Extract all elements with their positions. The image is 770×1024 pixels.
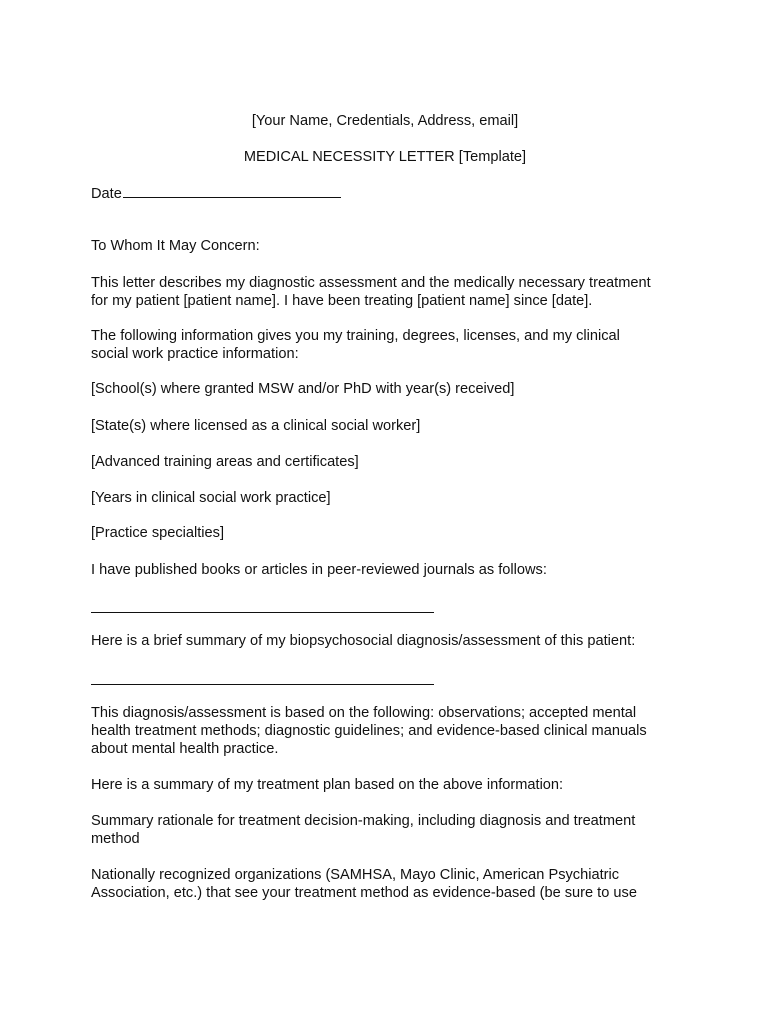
date-field xyxy=(91,184,341,203)
rationale-line-2: method xyxy=(91,831,140,847)
specialties-placeholder: [Practice specialties] xyxy=(91,525,225,541)
date-blank-line xyxy=(123,184,341,198)
salutation: To Whom It May Concern: xyxy=(91,238,260,254)
training-line-2: social work practice information: xyxy=(91,346,299,362)
school-placeholder: [School(s) where granted MSW and/or PhD with year(s) received] xyxy=(91,381,515,397)
intro-line-1: This letter describes my diagnostic assessment and the medically necessary treatment xyxy=(91,275,651,291)
sender-line: [Your Name, Credentials, Address, email] xyxy=(251,113,519,129)
intro-line-2: for my patient [patient name]. I have been treating [patient name] since [date]. xyxy=(91,293,593,309)
advanced-training-placeholder: [Advanced training areas and certificates] xyxy=(91,454,359,470)
date-label: Date xyxy=(91,186,122,202)
summary-blank-line xyxy=(91,684,434,685)
summary-intro: Here is a brief summary of my biopsychosocial diagnosis/assessment of this patient: xyxy=(91,633,636,649)
organizations-line-2: Association, etc.) that see your treatment method as evidence-based (be sure to use xyxy=(91,885,637,901)
letter-title: MEDICAL NECESSITY LETTER [Template] xyxy=(243,149,527,165)
plan-intro: Here is a summary of my treatment plan based on the above information: xyxy=(91,777,564,793)
basis-line-2: health treatment methods; diagnostic guidelines; and evidence-based clinical manuals xyxy=(91,723,647,739)
organizations-line-1: Nationally recognized organizations (SAMHSA, Mayo Clinic, American Psychiatric xyxy=(91,867,620,883)
years-placeholder: [Years in clinical social work practice] xyxy=(91,490,331,506)
published-statement: I have published books or articles in peer-reviewed journals as follows: xyxy=(91,562,547,578)
publications-blank-line xyxy=(91,612,434,613)
rationale-line-1: Summary rationale for treatment decision-making, including diagnosis and treatment xyxy=(91,813,636,829)
basis-line-1: This diagnosis/assessment is based on the following: observations; accepted mental xyxy=(91,705,637,721)
state-placeholder: [State(s) where licensed as a clinical social worker] xyxy=(91,418,421,434)
training-line-1: The following information gives you my training, degrees, licenses, and my clinical xyxy=(91,328,620,344)
basis-line-3: about mental health practice. xyxy=(91,741,279,757)
